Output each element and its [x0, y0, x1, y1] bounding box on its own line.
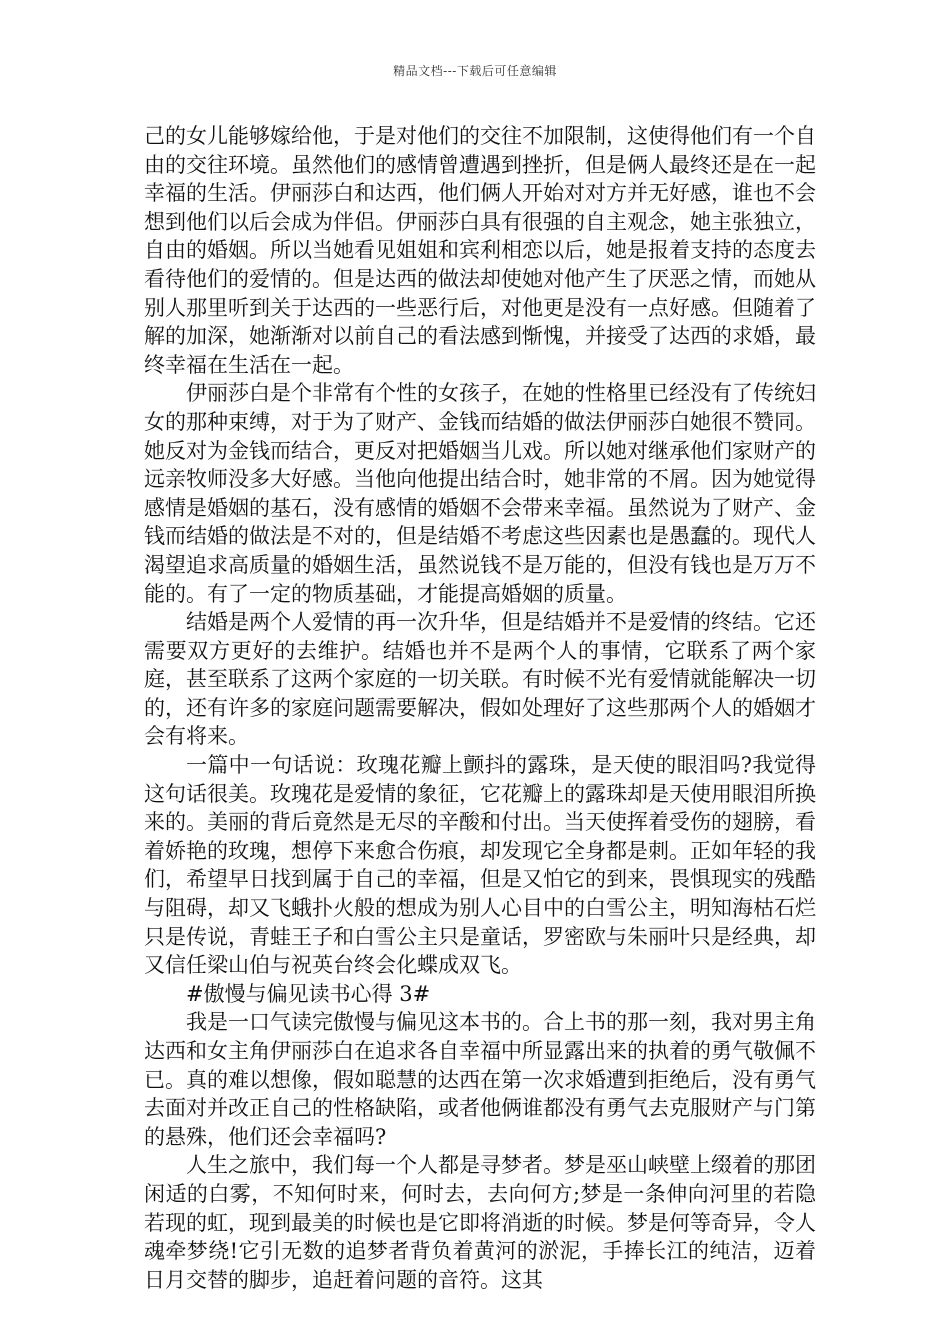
- paragraph-1: 己的女儿能够嫁给他，于是对他们的交往不加限制，这使得他们有一个自由的交往环境。虽然他们的感情曾遭遇到挫折，但是俩人最终还是在一起幸福的生活。伊丽莎白和达西，他们俩人开始对对方并无好感，谁也不会想到他们以后会成为伴侣。伊丽莎白具有很强的自主观念，她主张独立，自由的婚姻。所以当她看见姐姐和宾利相恋以后，她是报着支持的态度去看待他们的爱情的。但是达西的做法却使她对他产生了厌恶之情，而她从别人那里听到关于达西的一些恶行后，对他更是没有一点好感。但随着了解的加深，她渐渐对以前自己的看法感到惭愧，并接受了达西的求婚，最终幸福在生活在一起。: [144, 124, 816, 377]
- page-header: 精品文档---下载后可任意编辑: [393, 64, 557, 78]
- paragraph-3: 结婚是两个人爱情的再一次升华，但是结婚并不是爱情的终结。它还需要双方更好的去维护。结婚也并不是两个人的事情，它联系了两个家庭，甚至联系了这两个家庭的一切关联。有时候不光有爱情就能解决一切的，还有许多的家庭问题需要解决，假如处理好了这些那两个人的婚姻才会有将来。: [144, 610, 816, 749]
- paragraph-2: 伊丽莎白是个非常有个性的女孩子，在她的性格里已经没有了传统妇女的那种束缚，对于为了财产、金钱而结婚的做法伊丽莎白她很不赞同。她反对为金钱而结合，更反对把婚姻当儿戏。所以她对继承他们家财产的远亲牧师没多大好感。当他向他提出结合时，她非常的不屑。因为她觉得感情是婚姻的基石，没有感情的婚姻不会带来幸福。虽然说为了财产、金钱而结婚的做法是不对的，但是结婚不考虑这些因素也是愚蠢的。现代人渴望追求高质量的婚姻生活，虽然说钱不是万能的，但没有钱也是万万不能的。有了一定的物质基础，才能提高婚姻的质量。: [144, 381, 816, 606]
- section-heading: #傲慢与偏见读书心得 3#: [186, 981, 431, 1006]
- paragraph-6: 人生之旅中，我们每一个人都是寻梦者。梦是巫山峡壁上缀着的那团闲适的白雾，不知何时来，何时去，去向何方;梦是一条伸向河里的若隐若现的虹，现到最美的时候也是它即将消逝的时候。梦是何等奇异，令人魂牵梦绕!它引无数的追梦者背负着黄河的淤泥，手捧长江的纯洁，迈着日月交替的脚步，追赶着问题的音符。这其: [144, 1153, 816, 1292]
- paragraph-5: 我是一口气读完傲慢与偏见这本书的。合上书的那一刻，我对男主角达西和女主角伊丽莎白在追求各自幸福中所显露出来的执着的勇气敬佩不已。真的难以想像，假如聪慧的达西在第一次求婚遭到拒绝后，没有勇气去面对并改正自己的性格缺陷，或者他俩谁都没有勇气去克服财产与门第的悬殊，他们还会幸福吗?: [144, 1010, 816, 1149]
- document-body: [144, 122, 816, 1294]
- paragraph-4: 一篇中一句话说：玫瑰花瓣上颤抖的露珠，是天使的眼泪吗?我觉得这句话很美。玫瑰花是爱情的象征，它花瓣上的露珠却是天使用眼泪所换来的。美丽的背后竟然是无尽的辛酸和付出。当天使挥着受伤的翅膀，看着娇艳的玫瑰，想停下来愈合伤痕，却发现它全身都是刺。正如年轻的我们，希望早日找到属于自己的幸福，但是又怕它的到来，畏惧现实的残酷与阻碍，却又飞蛾扑火般的想成为别人心目中的白雪公主，明知海枯石烂只是传说，青蛙王子和白雪公主只是童话，罗密欧与朱丽叶只是经典，却又信任梁山伯与祝英台终会化蝶成双飞。: [144, 753, 816, 978]
